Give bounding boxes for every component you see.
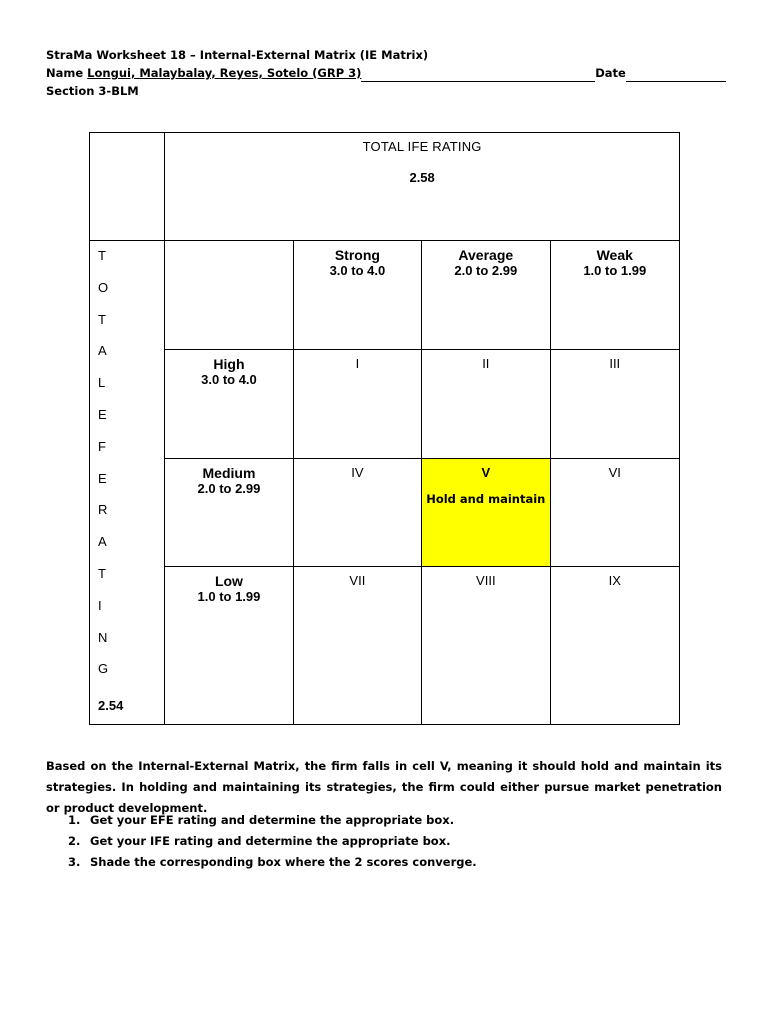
efe-rating-value: 2.54 [98, 698, 124, 714]
cell-label: IX [608, 573, 621, 588]
ife-rating-title: TOTAL IFE RATING [362, 139, 482, 154]
efe-letter: E [98, 470, 107, 486]
corner-cell [90, 133, 165, 241]
name-label: Name [46, 66, 84, 80]
matrix-cell-iii [550, 350, 679, 459]
row-title: Medium [202, 465, 256, 481]
list-text: Get your IFE rating and determine the appropriate box. [90, 834, 451, 848]
row-header-medium [165, 459, 293, 567]
date-underline [626, 68, 726, 82]
efe-letter: F [98, 438, 106, 454]
row-title: Low [214, 573, 243, 589]
column-title: Strong [334, 247, 380, 263]
ie-matrix-table [89, 132, 680, 725]
matrix-cell-i [293, 350, 421, 459]
column-title: Average [458, 247, 514, 263]
efe-letter: N [98, 629, 108, 645]
efe-rating-vertical-label [98, 241, 164, 694]
cell-label: I [355, 356, 360, 371]
list-number: 1. [68, 813, 81, 827]
matrix-cell-ii [422, 350, 550, 459]
row-range: 2.0 to 2.99 [197, 481, 261, 496]
column-range: 2.0 to 2.99 [454, 263, 518, 278]
row-range: 3.0 to 4.0 [201, 372, 257, 387]
instruction-list [46, 810, 706, 873]
efe-letter: E [98, 406, 107, 422]
column-range: 3.0 to 4.0 [329, 263, 386, 278]
cell-label: II [482, 356, 490, 371]
efe-letter: O [98, 279, 109, 295]
efe-letter: R [98, 502, 108, 518]
efe-letter: T [98, 311, 106, 327]
list-text: Shade the corresponding box where the 2 scores converge. [90, 855, 477, 869]
name-value: Longui, Malaybalay, Reyes, Sotelo (GRP 3) [87, 66, 362, 80]
name-underline [361, 68, 595, 82]
efe-letter: I [98, 597, 102, 613]
matrix-cell-v-highlighted [422, 459, 550, 567]
list-item [46, 810, 706, 831]
date-label: Date [595, 66, 626, 80]
worksheet-title: StraMa Worksheet 18 – Internal-External Matrix (IE Matrix) [46, 48, 429, 62]
matrix-cell-iv [293, 459, 421, 567]
list-text: Get your EFE rating and determine the appropriate box. [90, 813, 455, 827]
cell-label: VI [608, 465, 621, 480]
efe-letter: T [98, 565, 106, 581]
name-line [46, 64, 726, 82]
efe-letter: T [98, 248, 106, 263]
cell-label: III [609, 356, 621, 371]
cell-label: IV [351, 465, 364, 480]
row-header-high [165, 350, 293, 459]
cell-label: VIII [476, 573, 496, 588]
cell-label: VII [349, 573, 366, 588]
cell-label: V [481, 465, 491, 480]
matrix-cell-ix [550, 567, 679, 725]
column-header-average [422, 241, 550, 350]
matrix-cell-vi [550, 459, 679, 567]
efe-letter: L [98, 375, 106, 391]
efe-side-cell [90, 241, 165, 725]
column-header-strong [293, 241, 421, 350]
matrix-cell-viii [422, 567, 550, 725]
efe-letter: A [98, 534, 107, 550]
row-range: 1.0 to 1.99 [197, 589, 261, 604]
worksheet-header [46, 46, 726, 100]
analysis-paragraph: Based on the Internal-External Matrix, the firm falls in cell V, meaning it should hold and maintain its strategies. In holding and maintaining its strategies, the firm could either pursue market penetration or product development. [46, 759, 722, 815]
efe-letter: G [98, 661, 109, 677]
matrix-cell-vii [293, 567, 421, 725]
ife-header-cell [165, 133, 680, 241]
list-number: 2. [68, 834, 81, 848]
list-item [46, 852, 706, 873]
list-item [46, 831, 706, 852]
column-title: Weak [596, 247, 633, 263]
column-header-weak [550, 241, 679, 350]
row-header-blank [165, 241, 293, 350]
efe-letter: A [98, 343, 107, 359]
column-range: 1.0 to 1.99 [583, 263, 647, 278]
strategy-label: Hold and maintain [426, 492, 546, 506]
ife-rating-value: 2.58 [409, 170, 435, 185]
row-title: High [213, 356, 245, 372]
section-line: Section 3-BLM [46, 84, 139, 98]
list-number: 3. [68, 855, 81, 869]
row-header-low [165, 567, 293, 725]
